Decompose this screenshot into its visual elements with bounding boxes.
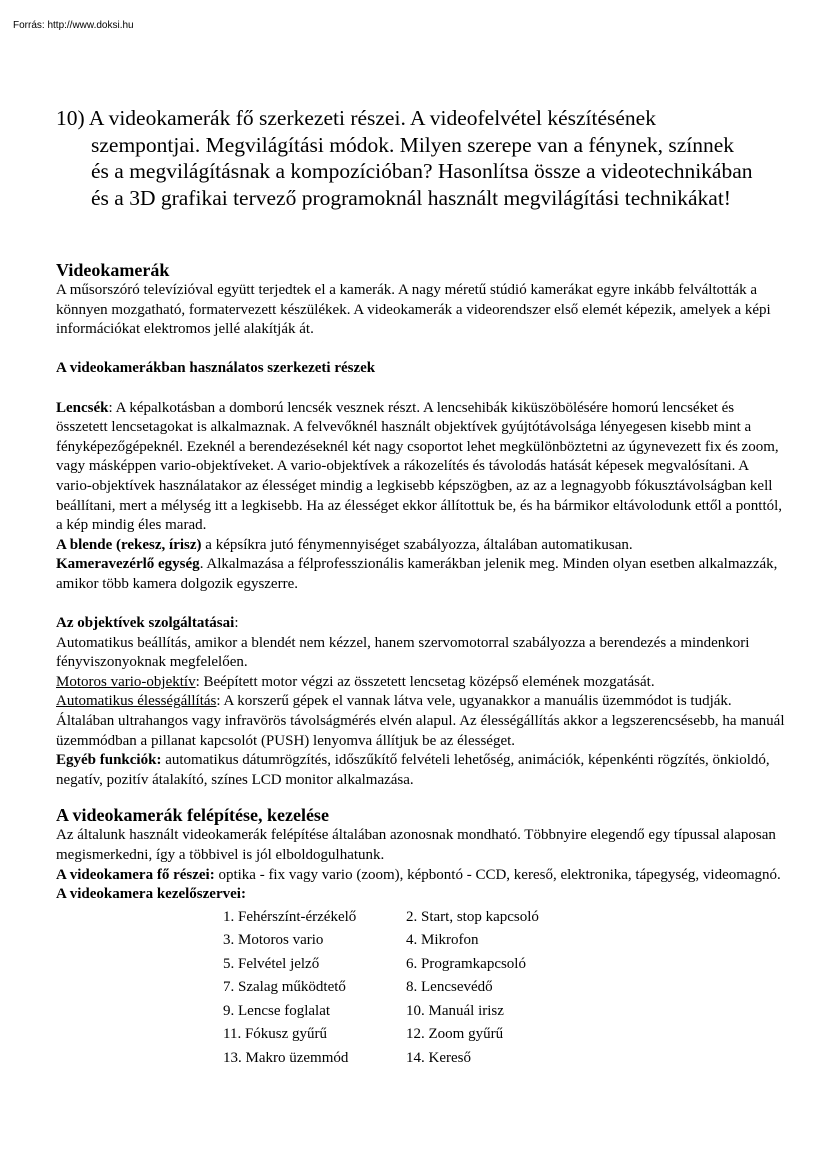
ccu-paragraph (56, 555, 786, 594)
title-line: és a 3D grafikai tervező programoknál használt megvilágítási technikákat! (91, 185, 731, 210)
main-title (56, 105, 791, 211)
list-item: 12. Zoom gyűrű (406, 1026, 504, 1043)
main-parts-text: optika - fix vagy vario (zoom), képbontó - CCD, kereső, elektronika, tápegység, videomagnó. (214, 866, 781, 883)
ccu-term: Kameravezérlő egység (56, 556, 200, 573)
section-heading-structural-parts: A videokamerákban használatos szerkezeti részek (56, 360, 376, 377)
main-parts-term: A videokamera fő részei: (56, 866, 215, 883)
list-item: 4. Mikrofon (406, 932, 479, 949)
lenses-paragraph (56, 399, 786, 536)
list-item: 8. Lencsevédő (406, 979, 493, 996)
document-body (56, 259, 786, 1068)
list-item: 5. Felvétel jelző (223, 955, 320, 972)
lenses-text: : A képalkotásban a domború lencsék vesznek részt. A lencsehibák kiküszöbölésére homorú lencséket és összetett lencsetagokat is alkalmaznak. A felvevőknél használt objektívek gyújtótávolsága lényegesen kisebb mint a fényképezőgépeknél. Ezeknél a berendezéseknél két nagy csoportot lehet megkülönböztetni az úgynevezett fix és zoom, vagy másképpen vario-objektíveket. A vario-objektívek a rákozelítés és távolodás hatását képesek megvalósítani. A vario-objektívek használatakor az élességet mindig a legkisebb képszögben, az az a legnagyobb fókusztávolságban kell beállítani, mert a mélység itt a legkisebb. Ha az élességet ekkor állítottuk be, és ha bármikor eltávolodunk ettől a ponttól, a kép mindig éles marad. (56, 399, 783, 534)
section-heading-videocameras: Videokamerák (56, 260, 170, 280)
section-heading-build-operation: A videokamerák felépítése, kezelése (56, 805, 329, 826)
auto-setting-paragraph: Automatikus beállítás, amikor a blendét nem kézzel, hanem szervomotorral szabályozza a berendezés a mindenkori fényviszonyoknak megfelelően. (56, 634, 750, 671)
videocameras-paragraph: A műsorszóró televízióval együtt terjedtek el a kamerák. A nagy méretű stúdió kamerákat egyre inkább felváltották a könnyen mozgatható, formatervezett készülékek. A videokamerák a videorendszer első elemét képezik, amelyek a képi információkat elektromos jellé alakítják át. (56, 282, 771, 338)
motor-vario-paragraph (56, 673, 786, 693)
list-item: 14. Kereső (406, 1049, 471, 1066)
autofocus-term: Automatikus élességállítás (56, 693, 217, 710)
lens-services-suffix: : (234, 615, 239, 632)
ccu-text: . Alkalmazása a félprofesszionális kamerákban jelenik meg. Minden olyan esetben alkalmazzák, amikor több kamera dolgozik egyszerre. (56, 556, 778, 592)
list-item: 7. Szalag működtető (223, 979, 346, 996)
lens-services-term: Az objektívek szolgáltatásai (56, 615, 235, 632)
list-item: 6. Programkapcsoló (406, 955, 526, 972)
autofocus-text: : A korszerű gépek el vannak látva vele, ugyanakkor a manuális üzemmódot is tudják. Általában ultrahangos vagy infravörös távolságmérés elvén alapul. Az élességállítás akkor a legszerencsésebb, ha manuál üzemmódban a pillanat kapcsolót (PUSH) lenyomva állítjuk be az élességet. (56, 693, 785, 749)
other-functions-paragraph (56, 751, 786, 790)
list-item: 1. Fehérszínt-érzékelő (223, 908, 357, 925)
motor-vario-text: : Beépített motor végzi az összetett lencsetag középső elemének mozgatását. (195, 673, 655, 690)
iris-text: a képsíkra jutó fénymennyiséget szabályozza, általában automatikusan. (201, 536, 633, 553)
list-item: 13. Makro üzemmód (223, 1049, 349, 1066)
autofocus-paragraph (56, 692, 786, 751)
list-item: 2. Start, stop kapcsoló (406, 908, 539, 925)
other-functions-term: Egyéb funkciók: (56, 752, 162, 769)
main-parts-paragraph (56, 866, 786, 886)
motor-vario-term: Motoros vario-objektív (56, 673, 196, 690)
build-intro-paragraph: Az általunk használt videokamerák felépítése általában azonosnak mondható. Többnyire elegendő egy típussal alaposan megismerkedni, így a többivel is jól elboldogulhatunk. (56, 827, 776, 864)
title-line: és a megvilágításnak a kompozícióban? Hasonlítsa össze a videotechnikában (91, 159, 753, 183)
other-functions-text: automatikus dátumrögzítés, időszűkítő felvételi lehetőség, animációk, képenkénti rögzítés, önkioldó, negatív, pozitív átalakító, színes LCD monitor alkalmazása. (56, 752, 770, 788)
iris-term: A blende (rekesz, írisz) (56, 536, 202, 553)
list-item: 10. Manuál irisz (406, 1002, 504, 1019)
title-line: 10) A videokamerák fő szerkezeti részei. A videofelvétel készítésének (56, 106, 656, 130)
list-item: 9. Lencse foglalat (223, 1002, 331, 1019)
iris-paragraph (56, 536, 786, 556)
list-item: 11. Fókusz gyűrű (223, 1026, 328, 1043)
lens-services-heading (56, 614, 786, 634)
source-note: Forrás: http://www.doksi.hu (13, 20, 134, 31)
controls-heading: A videokamera kezelőszervei: (56, 886, 246, 903)
list-item: 3. Motoros vario (223, 932, 324, 949)
controls-list (223, 907, 786, 1068)
title-line: szempontjai. Megvilágítási módok. Milyen szerepe van a fénynek, színnek (91, 132, 735, 157)
lenses-term: Lencsék (56, 399, 109, 416)
